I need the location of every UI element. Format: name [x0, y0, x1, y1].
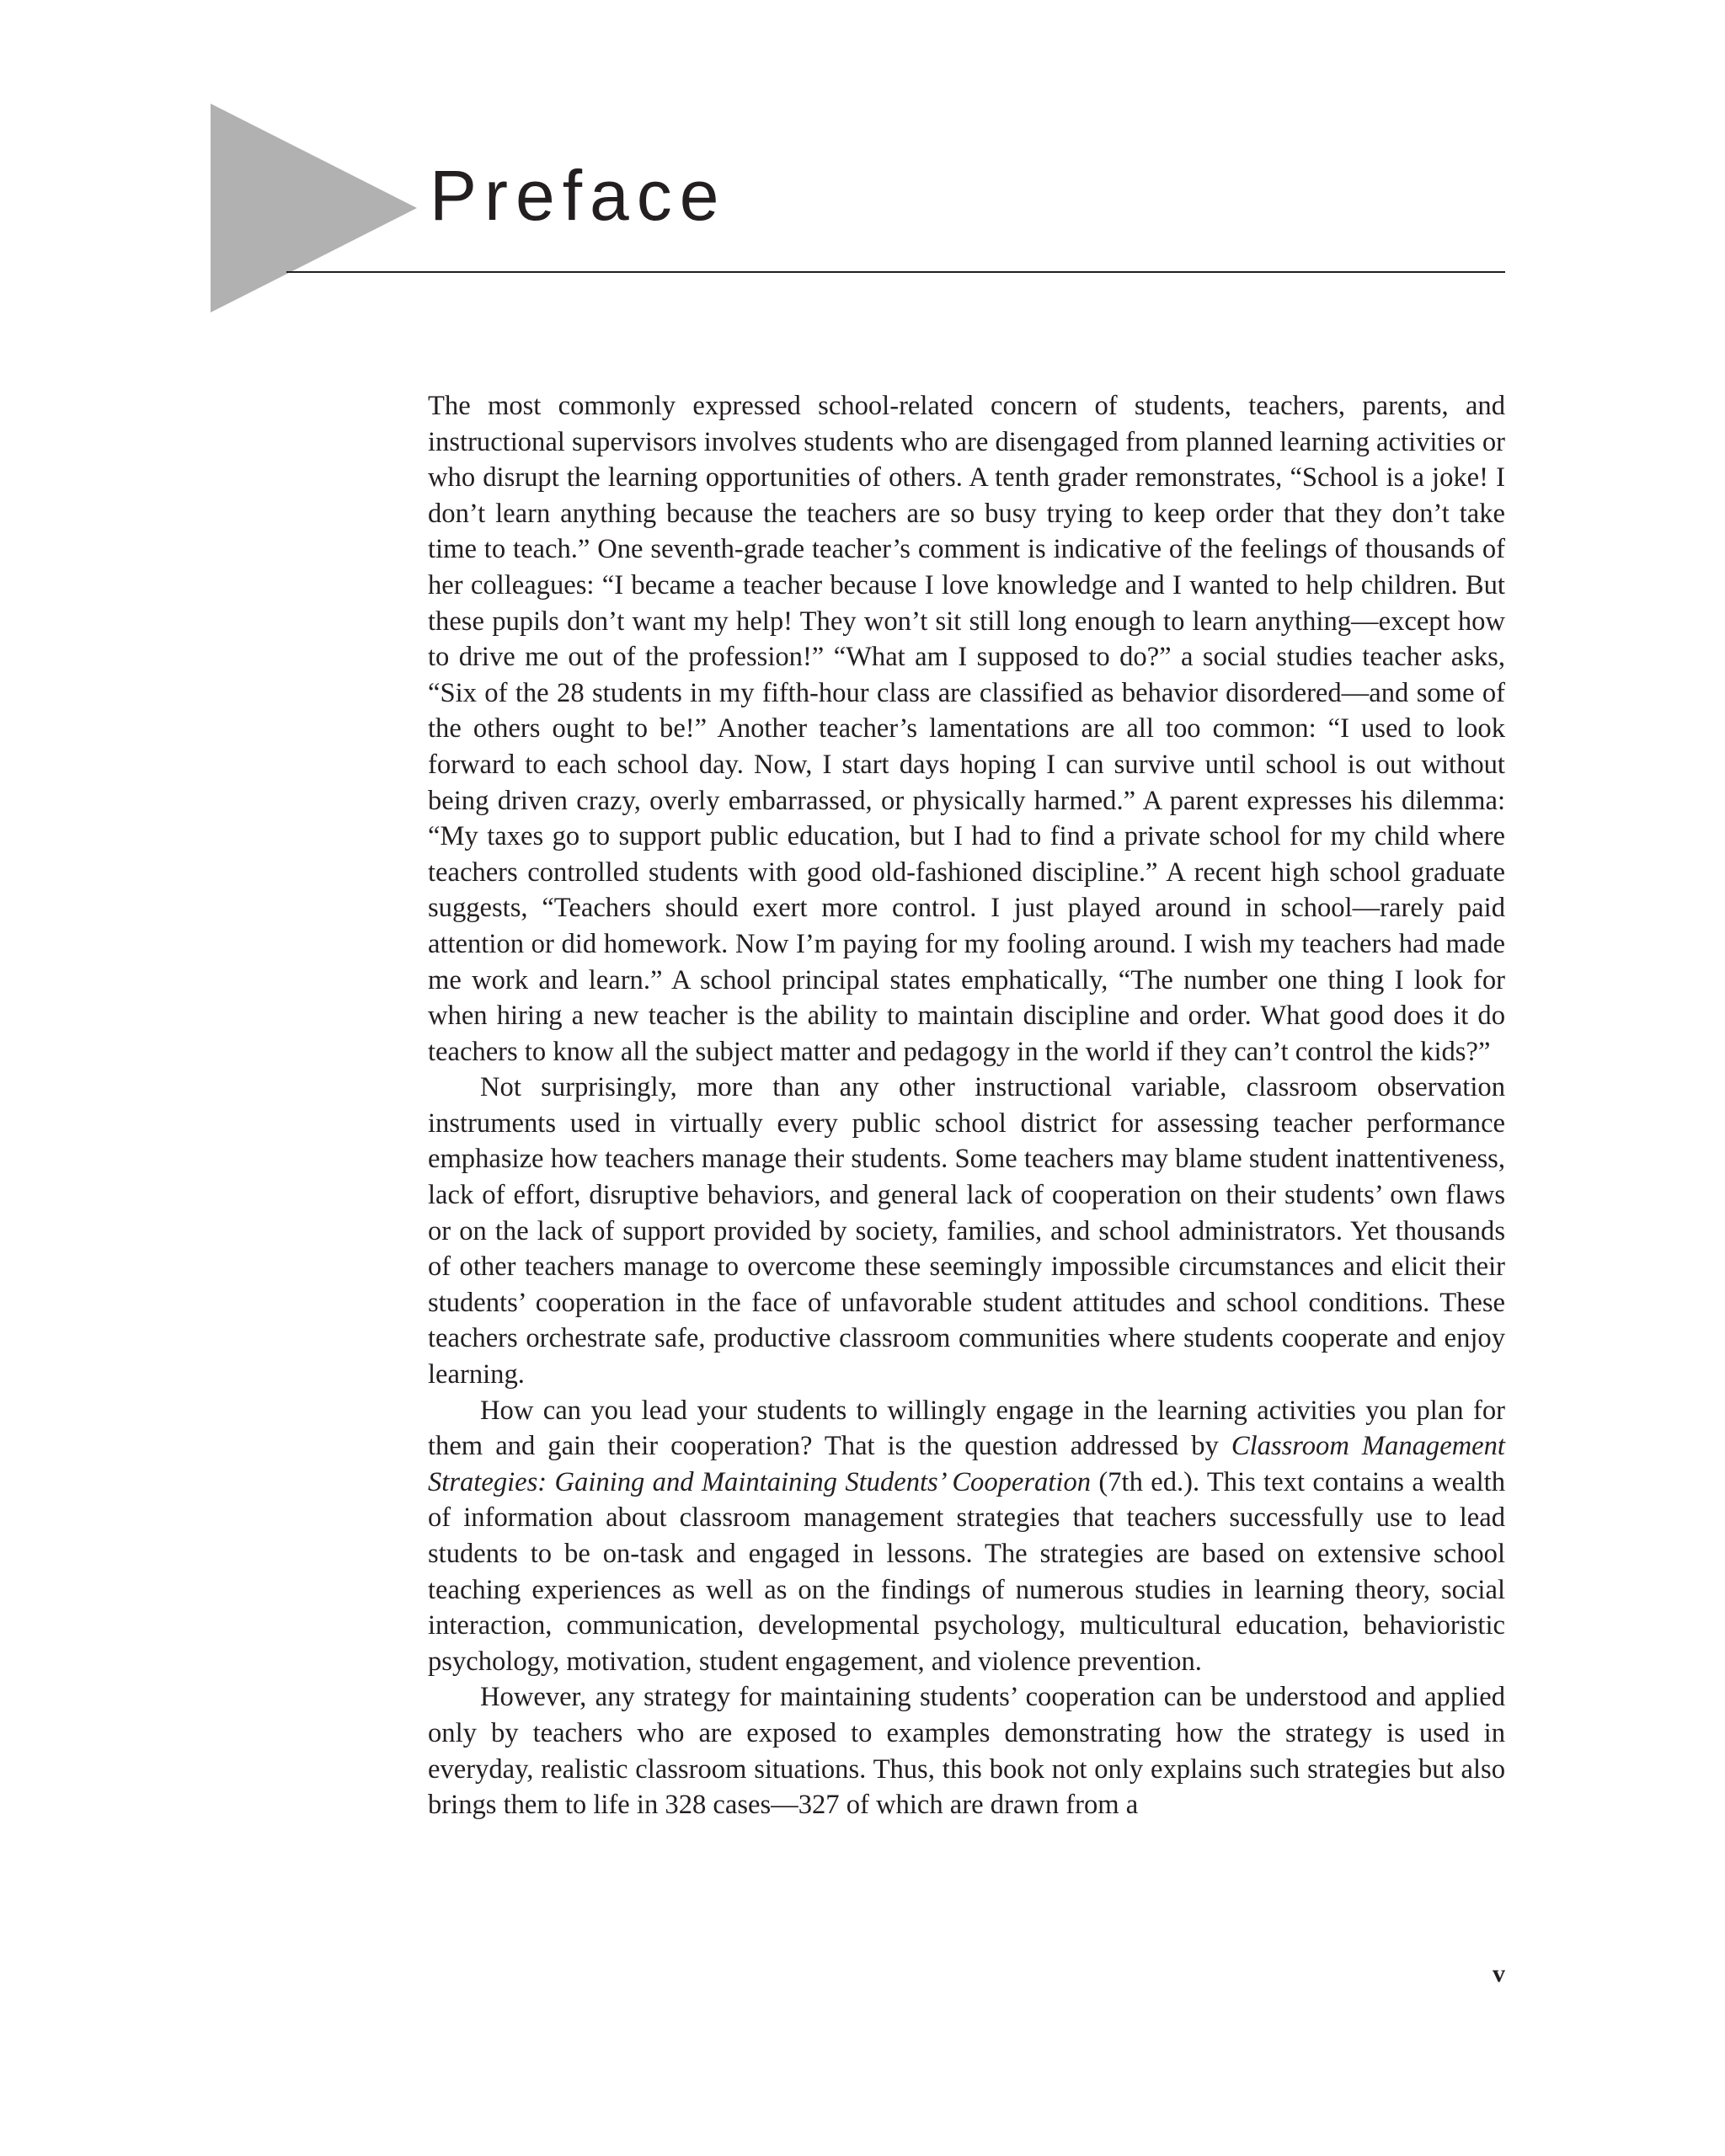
- page-number: v: [1493, 1960, 1505, 1988]
- chapter-title: Preface: [430, 156, 727, 235]
- paragraph-3-text-end: (7th ed.). This text contains a wealth of information about classroom management strategies that teachers successfully use to lead students to be on-task and engaged in lessons. The strategies are based on extensive school teaching experiences as well as on the findings of numerous studies in learning theory, social interaction, communication, developmental psychology, multicultural education, behavioristic psychology, motivation, student engagement, and violence prevention.: [428, 1466, 1505, 1677]
- book-title-italic: Classroom Management Strategies: Gaining and Maintaining Students’ Cooperation: [428, 1431, 1505, 1497]
- chapter-marker-triangle: [211, 104, 417, 312]
- paragraph-1: [428, 388, 1505, 1070]
- title-rule: [286, 271, 1505, 273]
- paragraph-4: [428, 1679, 1505, 1822]
- paragraph-3: [428, 1393, 1505, 1680]
- paragraph-4-text: However, any strategy for maintaining students’ cooperation can be understood and applied only by teachers who are exposed to examples demonstrating how the strategy is used in everyday, realistic classroom situations. Thus, this book not only explains such strategies but also brings them to life in 328 cases—327 of which are drawn from a: [428, 1682, 1505, 1821]
- body-text: [428, 388, 1505, 1823]
- paragraph-1-text: The most commonly expressed school-related concern of students, teachers, parents, and instructional supervisors involves students who are disengaged from planned learning activities or who disrupt the learning opportunities of others. A tenth grader remonstrates, “School is a joke! I don’t learn anything because the teachers are so busy trying to keep order that they don’t take time to teach.” One seventh-grade teacher’s comment is indicative of the feelings of thousands of her colleagues: “I became a teacher because I love knowledge and I wanted to help children. But these pupils don’t want my help! They won’t sit still long enough to learn anything—except how to drive me out of the profession!” “What am I supposed to do?” a social studies teacher asks, “Six of the 28 students in my fifth-hour class are classified as behavior disordered—and some of the others ought to be!” Another teacher’s lamentations are all too common: “I used to look forward to each school day. Now, I start days hoping I can survive until school is out without being driven crazy, overly embarrassed, or physically harmed.” A parent expresses his dilemma: “My taxes go to support public education, but I had to find a private school for my child where teachers controlled students with good old-fashioned discipline.” A recent high school graduate suggests, “Teachers should exert more control. I just played around in school—rarely paid attention or did homework. Now I’m paying for my fooling around. I wish my teachers had made me work and learn.” A school principal states emphatically, “The number one thing I look for when hiring a new teacher is the ability to maintain discipline and order. What good does it do teachers to know all the subject matter and pedagogy in the world if they can’t control the kids?”: [428, 391, 1505, 1067]
- paragraph-2-text: Not surprisingly, more than any other instructional variable, classroom observation instruments used in virtually every public school district for assessing teacher performance emphasize how teachers manage their students. Some teachers may blame student inattentiveness, lack of effort, disruptive behaviors, and general lack of cooperation on their students’ own flaws or on the lack of support provided by society, families, and school administrators. Yet thousands of other teachers manage to overcome these seemingly impossible circumstances and elicit their students’ cooperation in the face of unfavorable student attitudes and school conditions. These teachers orchestrate safe, productive classroom communities where students cooperate and enjoy learning.: [428, 1072, 1505, 1390]
- paragraph-2: [428, 1070, 1505, 1392]
- paragraph-3-text-start: How can you lead your students to willingly engage in the learning activities you plan for them and gain their cooperation? That is the question addressed by: [428, 1395, 1505, 1462]
